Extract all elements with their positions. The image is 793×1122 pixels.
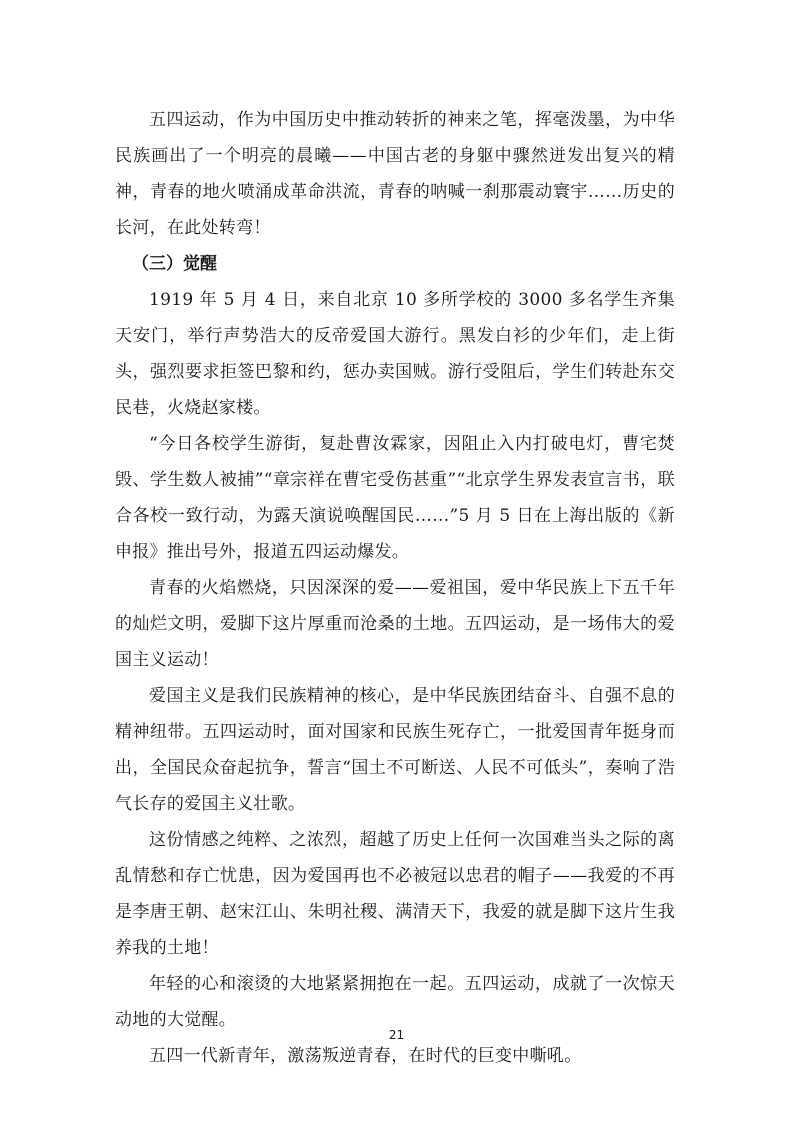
- paragraph-3: 青春的火焰燃烧，只因深深的爱——爱祖国，爱中华民族上下五千年的灿烂文明，爱脚下这片厚重而沧桑的土地。五四运动，是一场伟大的爱国主义运动！: [115, 578, 675, 670]
- paragraph-intro: 五四运动，作为中国历史中推动转折的神来之笔，挥毫泼墨，为中华民族画出了一个明亮的晨曦——中国古老的身躯中骤然迸发出复兴的精神，青春的地火喷涌成革命洪流，青春的呐喊一刹那震动寰宇……历史的长河，在此处转弯！: [115, 110, 675, 238]
- paragraph-7: 五四一代新青年，激荡叛逆青春，在时代的巨变中嘶吼。: [149, 1046, 582, 1066]
- page-number: 21: [388, 1028, 405, 1042]
- section-heading: （三）觉醒: [132, 254, 217, 274]
- paragraph-5: 这份情感之纯粹、之浓烈，超越了历史上任何一次国难当头之际的离乱情愁和存亡忧患，因为爱国再也不必被冠以忠君的帽子——我爱的不再是李唐王朝、赵宋江山、朱明社稷、满清天下，我爱的就是脚下这片生我养我的土地！: [115, 830, 675, 958]
- paragraph-4: 爱国主义是我们民族精神的核心，是中华民族团结奋斗、自强不息的精神纽带。五四运动时，面对国家和民族生死存亡，一批爱国青年挺身而出，全国民众奋起抗争，誓言“国土不可断送、人民不可低头”，奏响了浩气长存的爱国主义壮歌。: [115, 686, 675, 814]
- document-body: [115, 102, 675, 1074]
- paragraph-6: 年轻的心和滚烫的大地紧紧拥抱在一起。五四运动，成就了一次惊天动地的大觉醒。: [115, 974, 675, 1030]
- paragraph-2: “今日各校学生游街，复赴曹汝霖家，因阻止入内打破电灯，曹宅焚毁、学生数人被捕”“章宗祥在曹宅受伤甚重”“北京学生界发表宣言书，联合各校一致行动，为露天演说唤醒国民……”5 月 5 日在上海出版的《新申报》推出号外，报道五四运动爆发。: [115, 434, 675, 562]
- paragraph-1: 1919 年 5 月 4 日，来自北京 10 多所学校的 3000 多名学生齐集天安门，举行声势浩大的反帝爱国大游行。黑发白衫的少年们，走上街头，强烈要求拒签巴黎和约，惩办卖国贼。游行受阻后，学生们转赴东交民巷，火烧赵家楼。: [115, 290, 675, 418]
